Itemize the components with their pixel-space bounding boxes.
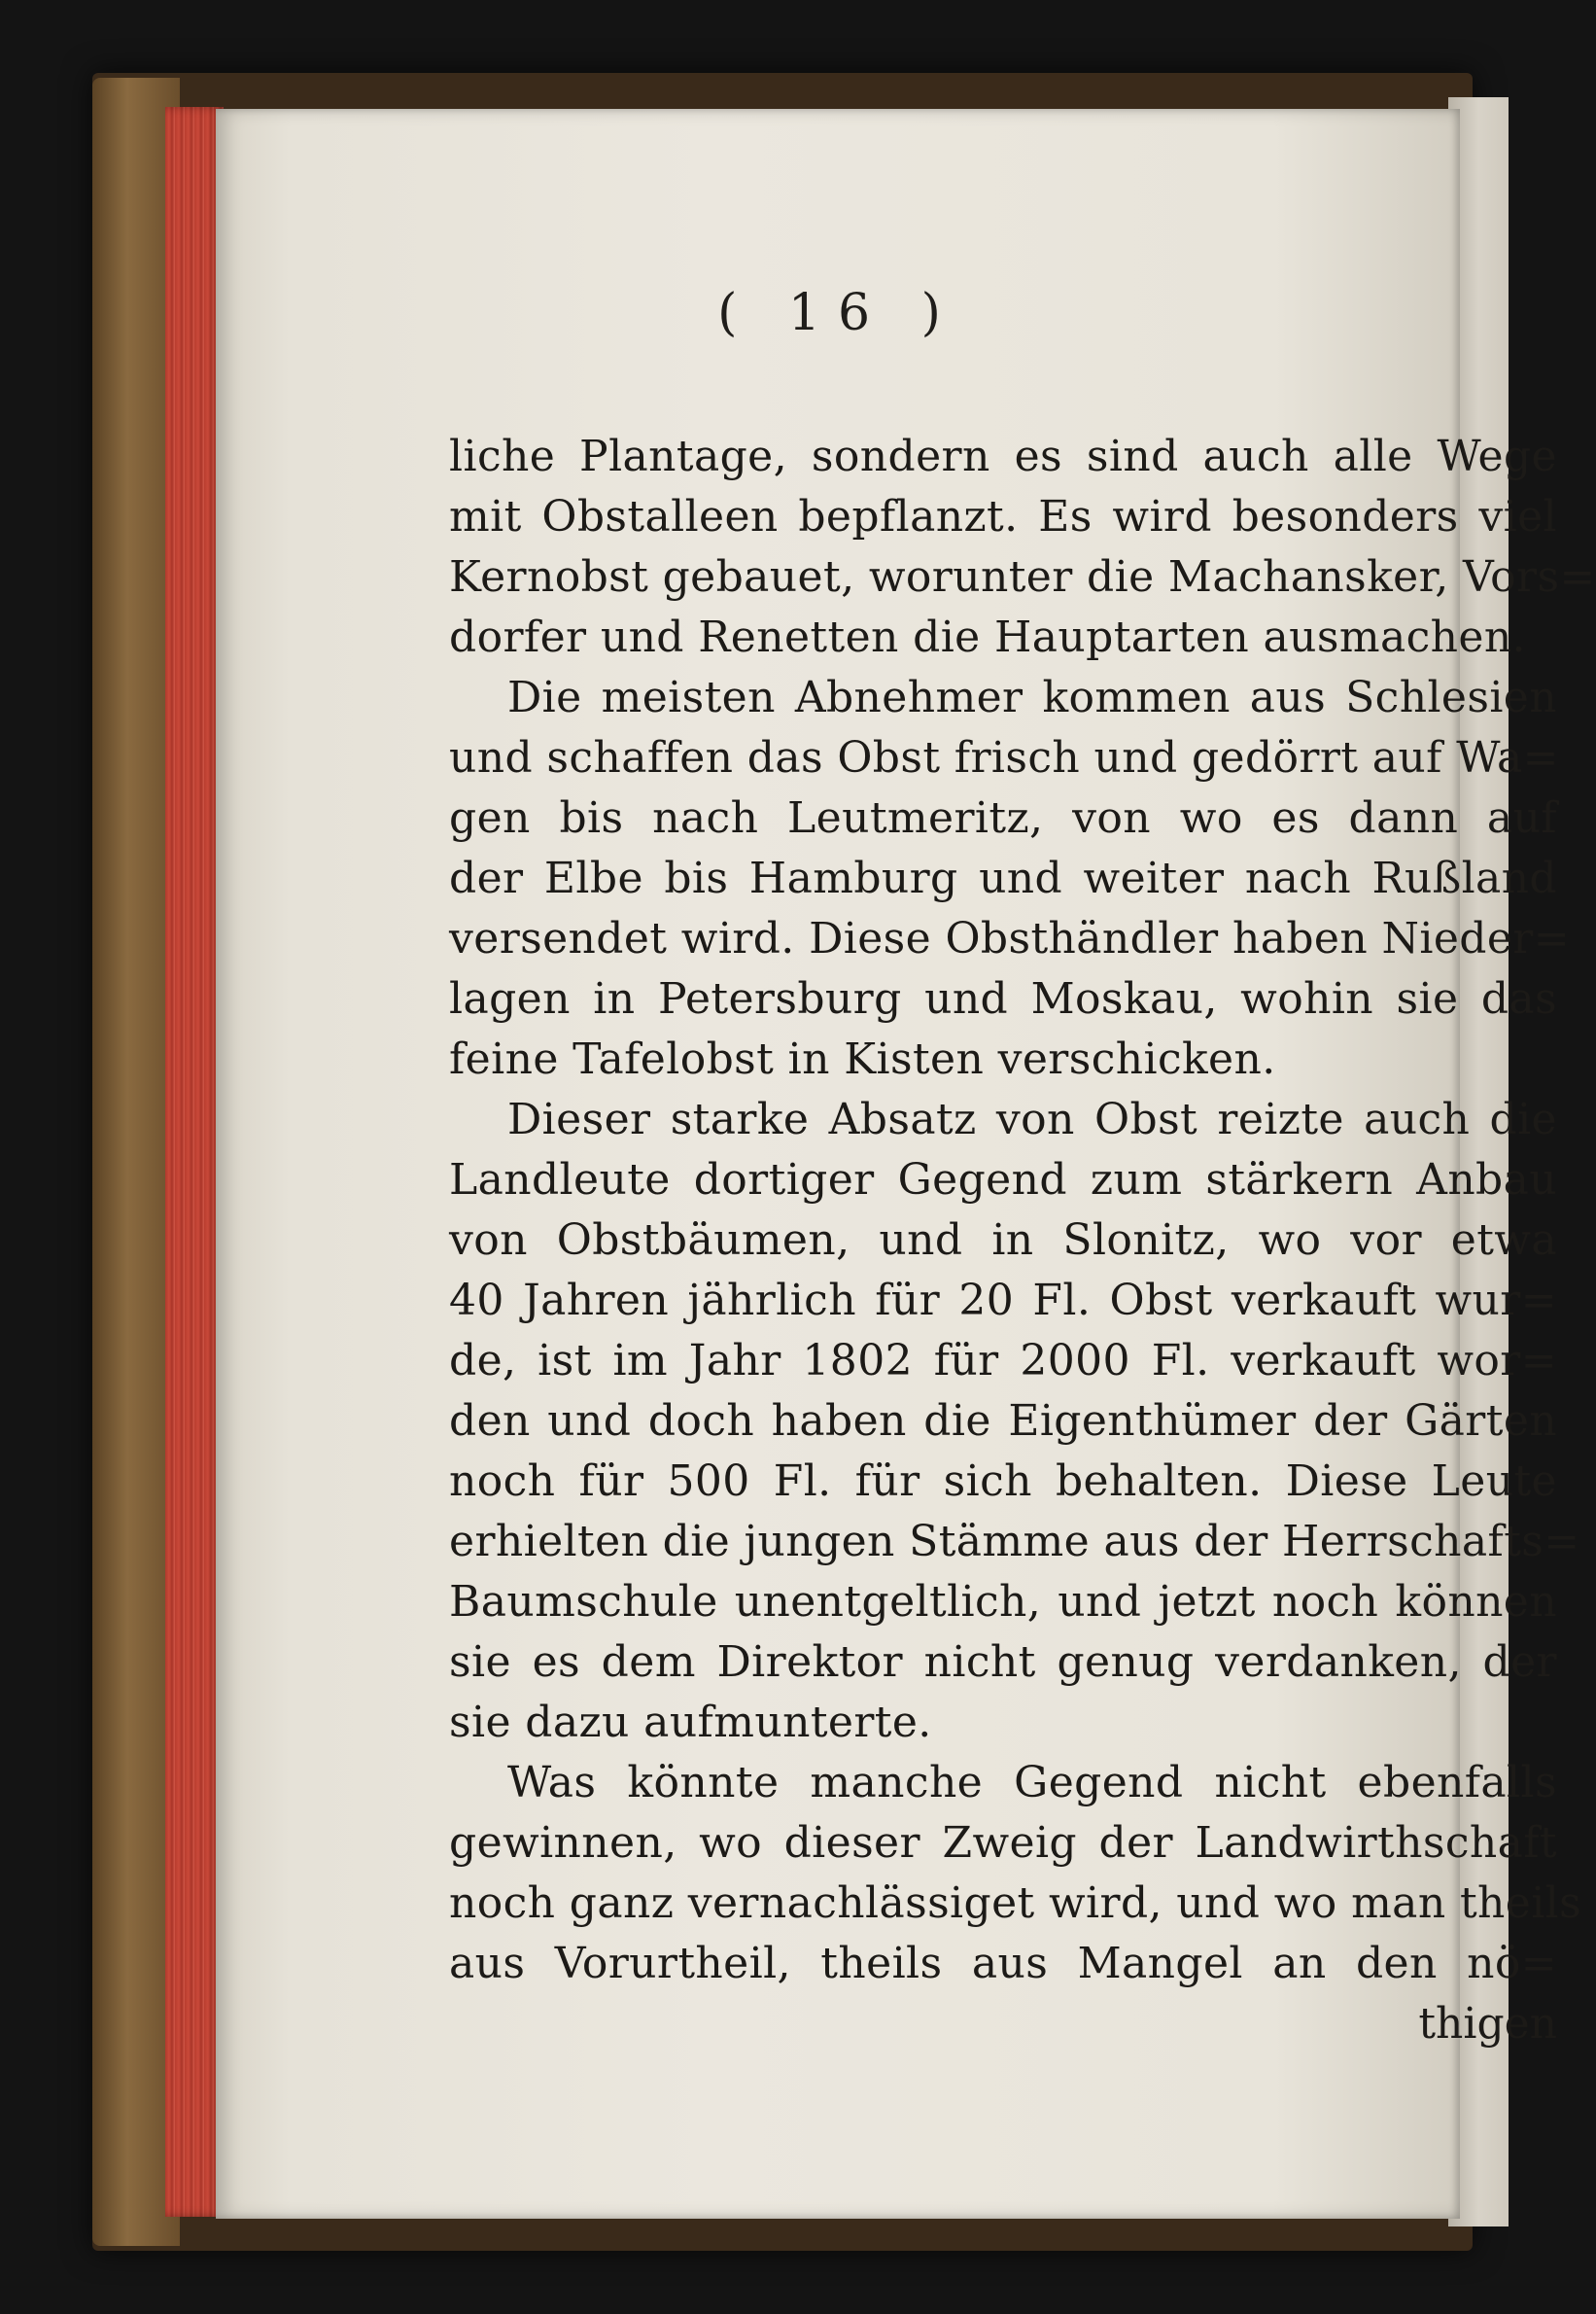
page-number: ( 16 ) xyxy=(717,284,958,342)
text-line: Was könnte manche Gegend nicht ebenfalls xyxy=(507,1758,1557,1807)
text-line: gewinnen, wo dieser Zweig der Landwirthschaft xyxy=(449,1818,1557,1868)
text-line: noch für 500 Fl. für sich behalten. Diese Leute xyxy=(449,1456,1557,1506)
text-line: Dieser starke Absatz von Obst reizte auch die xyxy=(507,1095,1557,1144)
text-line: versendet wird. Diese Obsthändler haben Nieder= xyxy=(449,914,1570,964)
text-line: gen bis nach Leutmeritz, von wo es dann auf xyxy=(449,793,1557,843)
text-line: den und doch haben die Eigenthümer der Gärten xyxy=(449,1396,1557,1446)
text-line: Landleute dortiger Gegend zum stärkern Anbau xyxy=(449,1155,1557,1205)
red-page-edges xyxy=(165,107,224,2217)
text-line: liche Plantage, sondern es sind auch alle Wege xyxy=(449,432,1557,481)
text-line: Die meisten Abnehmer kommen aus Schlesien xyxy=(507,673,1557,722)
book-page xyxy=(216,109,1596,2219)
text-line: feine Tafelobst in Kisten verschicken. xyxy=(449,1034,1276,1084)
text-line: aus Vorurtheil, theils aus Mangel an den nö= xyxy=(449,1939,1557,1988)
text-line: Baumschule unentgeltlich, und jetzt noch können xyxy=(449,1577,1557,1627)
text-line: mit Obstalleen bepflanzt. Es wird besonders viel xyxy=(449,492,1557,542)
text-line: de, ist im Jahr 1802 für 2000 Fl. verkauft wor= xyxy=(449,1336,1557,1385)
text-line: der Elbe bis Hamburg und weiter nach Rußland xyxy=(449,854,1557,903)
text-line: 40 Jahren jährlich für 20 Fl. Obst verkauft wur= xyxy=(449,1276,1557,1325)
text-line: Kernobst gebauet, worunter die Machansker, Vors= xyxy=(449,552,1596,602)
text-line: und schaffen das Obst frisch und gedörrt auf Wa= xyxy=(449,733,1559,783)
text-line: lagen in Petersburg und Moskau, wohin sie das xyxy=(449,974,1557,1024)
text-line: dorfer und Renetten die Hauptarten ausmachen. xyxy=(449,613,1526,662)
text-line: von Obstbäumen, und in Slonitz, wo vor etwa xyxy=(449,1215,1557,1265)
text-line: sie es dem Direktor nicht genug verdanken, der xyxy=(449,1637,1557,1687)
text-line: sie dazu aufmunterte. xyxy=(449,1698,932,1747)
text-line: noch ganz vernachlässiget wird, und wo man theils xyxy=(449,1878,1582,1928)
catchword: thigen xyxy=(1418,1999,1557,2049)
text-line: erhielten die jungen Stämme aus der Herrschafts= xyxy=(449,1517,1580,1566)
